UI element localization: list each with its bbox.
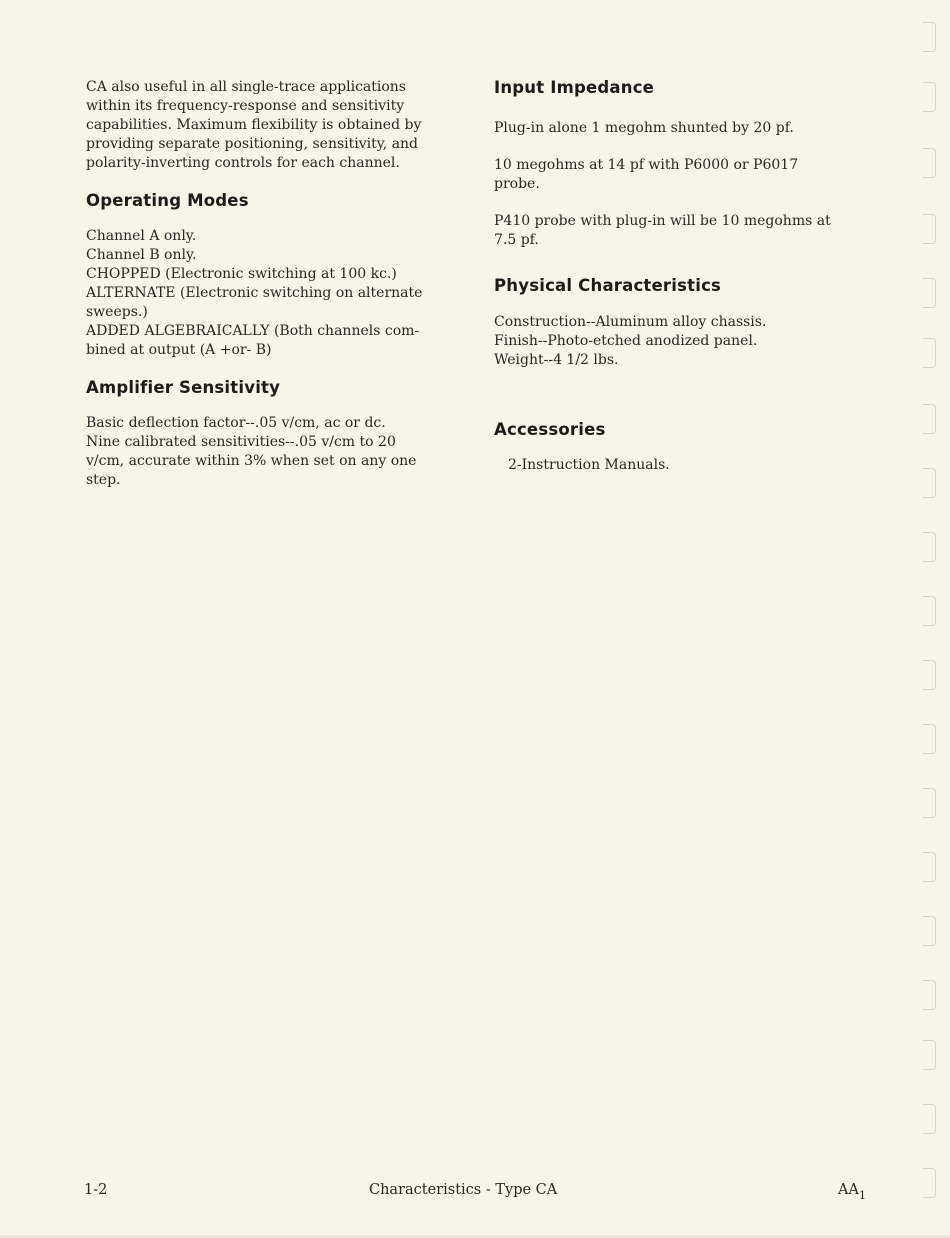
binder-hole: [923, 404, 936, 434]
accessories-line: 2-Instruction Manuals.: [508, 457, 670, 473]
binder-hole: [923, 596, 936, 626]
impedance-line: 7.5 pf.: [494, 232, 539, 248]
physical-line: Construction--Aluminum alloy chassis.: [494, 314, 767, 330]
intro-line: capabilities. Maximum flexibility is obtained by: [86, 117, 422, 133]
binder-hole: [923, 82, 936, 112]
input-impedance-heading: Input Impedance: [494, 78, 655, 97]
left-column: [86, 78, 462, 490]
impedance-para-1: Plug-in alone 1 megohm shunted by 20 pf.: [494, 120, 794, 136]
physical-characteristics-list: [494, 313, 866, 370]
binder-hole: [923, 468, 936, 498]
page-number: 1-2: [84, 1182, 108, 1198]
mode-line: CHOPPED (Electronic switching at 100 kc.): [86, 266, 397, 282]
amplifier-sensitivity-text: [86, 414, 462, 490]
right-column: [494, 78, 866, 475]
mode-line: ADDED ALGEBRAICALLY (Both channels com-: [86, 323, 420, 339]
binder-hole: [923, 980, 936, 1010]
physical-line: Weight--4 1/2 lbs.: [494, 352, 619, 368]
footer-code: [838, 1182, 866, 1202]
footer-title: Characteristics - Type CA: [369, 1182, 558, 1198]
binder-hole: [923, 660, 936, 690]
impedance-para-3: [494, 212, 866, 250]
mode-line: sweeps.): [86, 304, 148, 320]
binder-hole: [923, 148, 936, 178]
accessories-heading: Accessories: [494, 420, 606, 439]
binder-hole: [923, 852, 936, 882]
binder-hole: [923, 1040, 936, 1070]
intro-line: CA also useful in all single-trace applications: [86, 79, 406, 95]
binder-hole: [923, 1168, 936, 1198]
physical-line: Finish--Photo-etched anodized panel.: [494, 333, 758, 349]
binder-hole: [923, 338, 936, 368]
impedance-para-2: [494, 156, 866, 194]
sensitivity-line: v/cm, accurate within 3% when set on any one: [86, 453, 417, 469]
sensitivity-line: Nine calibrated sensitivities--.05 v/cm to 20: [86, 434, 396, 450]
binder-hole: [923, 532, 936, 562]
intro-line: polarity-inverting controls for each channel.: [86, 155, 400, 171]
sensitivity-line: step.: [86, 472, 121, 488]
footer-code-main: AA: [838, 1182, 859, 1198]
operating-modes-list: [86, 227, 462, 360]
impedance-line: P410 probe with plug-in will be 10 megohms at: [494, 213, 831, 229]
impedance-line: probe.: [494, 176, 540, 192]
mode-line: Channel A only.: [86, 228, 197, 244]
binder-hole: [923, 214, 936, 244]
intro-paragraph: [86, 78, 462, 173]
binder-hole: [923, 916, 936, 946]
impedance-line: 10 megohms at 14 pf with P6000 or P6017: [494, 157, 799, 173]
sensitivity-line: Basic deflection factor--.05 v/cm, ac or dc.: [86, 415, 386, 431]
intro-line: providing separate positioning, sensitivity, and: [86, 136, 419, 152]
intro-line: within its frequency-response and sensitivity: [86, 98, 405, 114]
operating-modes-heading: Operating Modes: [86, 191, 249, 210]
amplifier-sensitivity-heading: Amplifier Sensitivity: [86, 378, 281, 397]
footer-code-subscript: 1: [858, 1189, 866, 1202]
binder-hole: [923, 278, 936, 308]
binder-hole: [923, 788, 936, 818]
mode-line: ALTERNATE (Electronic switching on alternate: [86, 285, 423, 301]
binder-hole: [923, 22, 936, 52]
binder-hole: [923, 1104, 936, 1134]
mode-line: Channel B only.: [86, 247, 197, 263]
binder-hole: [923, 724, 936, 754]
mode-line: bined at output (A +or- B): [86, 342, 272, 358]
physical-characteristics-heading: Physical Characteristics: [494, 276, 722, 295]
